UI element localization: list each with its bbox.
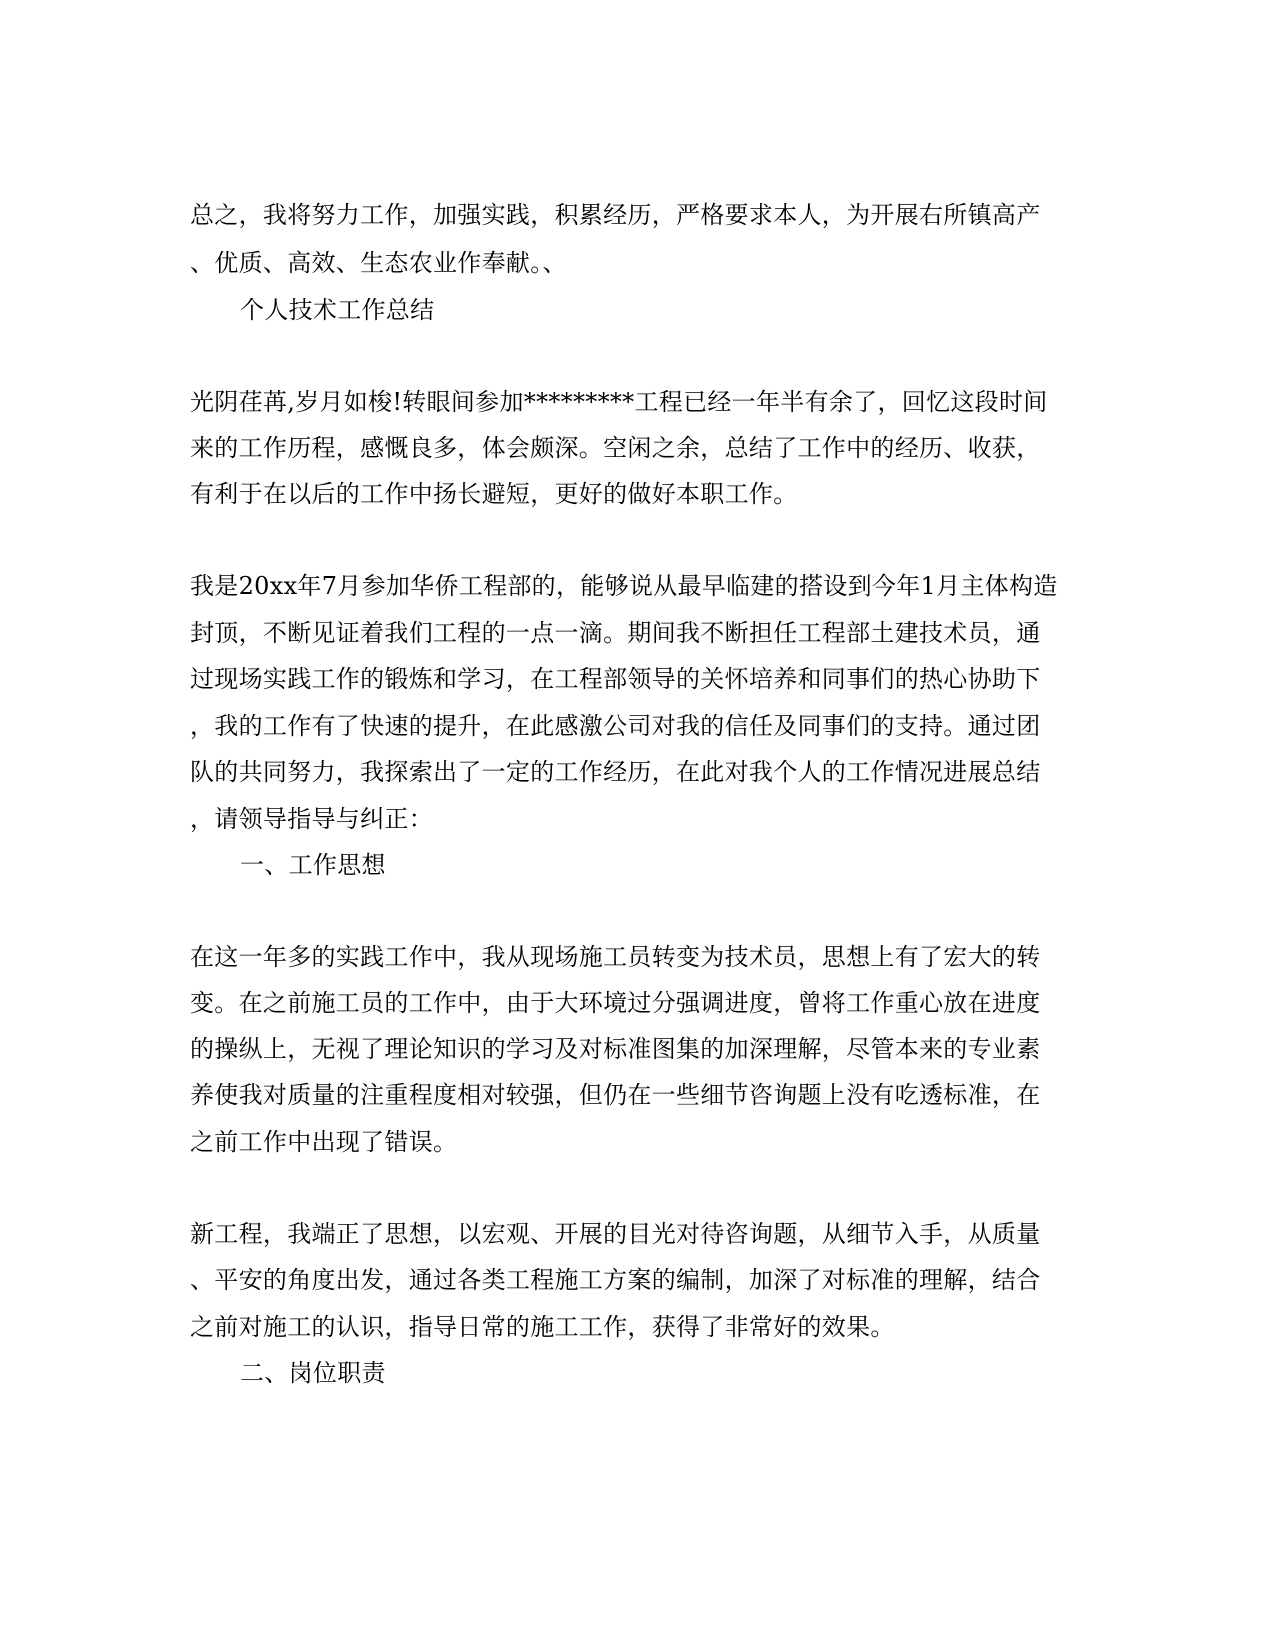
text-line: 、优质、高效、生态农业作奉献。、 [190,249,567,277]
section-title: 个人技术工作总结 [240,296,435,324]
text-line: 养使我对质量的注重程度相对较强，但仍在一些细节咨询题上没有吃透标准，在 [190,1081,1041,1109]
text-line: ，我的工作有了快速的提升，在此感激公司对我的信任及同事们的支持。通过团 [190,712,1041,740]
text-line: 新工程，我端正了思想，以宏观、开展的目光对待咨询题，从细节入手，从质量 [190,1220,1041,1248]
text-line: 总之，我将努力工作，加强实践，积累经历，严格要求本人，为开展右所镇高产 [190,201,1041,229]
text-line: 过现场实践工作的锻炼和学习，在工程部领导的关怀培养和同事们的热心协助下 [190,665,1041,693]
text-line: 队的共同努力，我探索出了一定的工作经历，在此对我个人的工作情况进展总结 [190,758,1041,786]
section-heading: 一、工作思想 [240,851,386,879]
text-line: 封顶，不断见证着我们工程的一点一滴。期间我不断担任工程部土建技术员，通 [190,619,1041,647]
text-line: ，请领导指导与纠正： [190,805,433,833]
text-line: 来的工作历程，感慨良多，体会颇深。空闲之余，总结了工作中的经历、收获， [190,434,1041,462]
text-line: 在这一年多的实践工作中，我从现场施工员转变为技术员，思想上有了宏大的转 [190,943,1041,971]
text-line: 、平安的角度出发，通过各类工程施工方案的编制，加深了对标准的理解，结合 [190,1266,1041,1294]
text-line: 有利于在以后的工作中扬长避短，更好的做好本职工作。 [190,480,798,508]
text-line: 光阴荏苒,岁月如梭!转眼间参加*********工程已经一年半有余了，回忆这段时间 [190,388,1048,416]
section-heading: 二、岗位职责 [240,1359,386,1387]
text-line: 之前对施工的认识，指导日常的施工工作，获得了非常好的效果。 [190,1313,895,1341]
text-line: 我是20xx年7月参加华侨工程部的，能够说从最早临建的搭设到今年1月主体构造 [190,572,1058,600]
text-line: 之前工作中出现了错误。 [190,1128,458,1156]
text-line: 变。在之前施工员的工作中，由于大环境过分强调进度，曾将工作重心放在进度 [190,989,1041,1017]
text-line: 的操纵上，无视了理论知识的学习及对标准图集的加深理解，尽管本来的专业素 [190,1035,1041,1063]
